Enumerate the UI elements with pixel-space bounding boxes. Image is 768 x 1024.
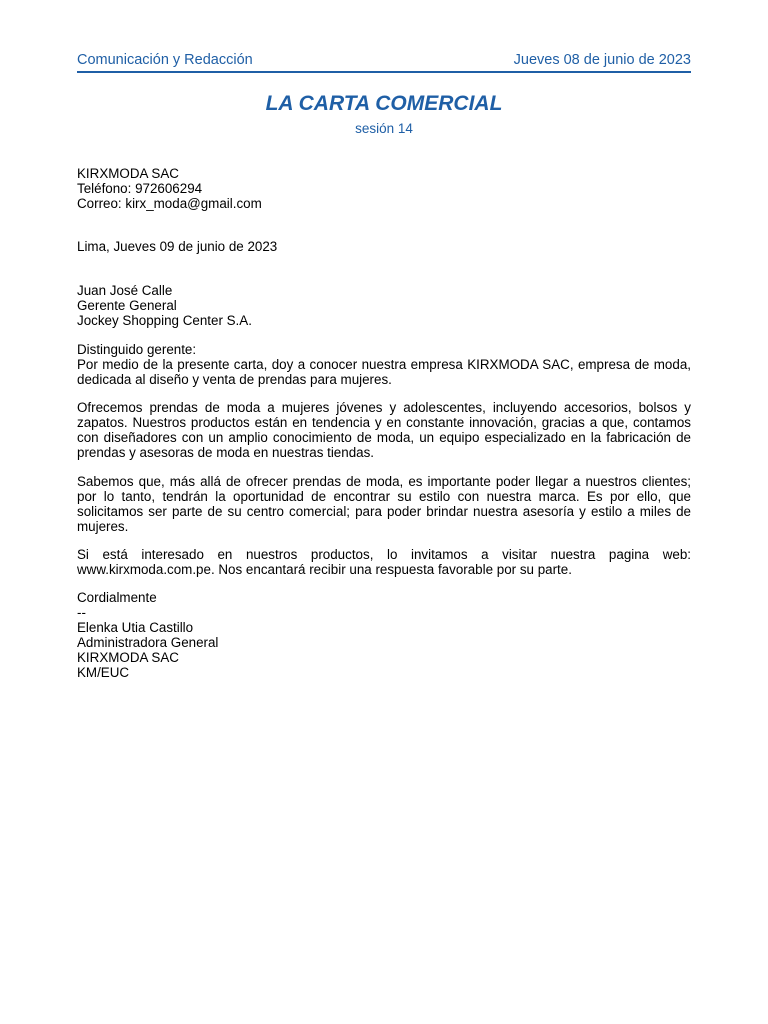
sender-block (77, 166, 691, 211)
salutation: Distinguido gerente: (77, 342, 197, 357)
header-course: Comunicación y Redacción (77, 52, 253, 68)
header-divider (77, 71, 691, 73)
sender-company: KIRXMODA SAC (77, 166, 179, 181)
sender-email: Correo: kirx_moda@gmail.com (77, 196, 262, 211)
document-subtitle: sesión 14 (355, 121, 413, 136)
signer-position: Administradora General (77, 635, 219, 650)
reference-initials: KM/EUC (77, 665, 130, 680)
recipient-name: Juan José Calle (77, 283, 173, 298)
body-paragraph-1: Por medio de la presente carta, doy a conocer nuestra empresa KIRXMODA SAC, empresa de moda, dedicada al diseño y venta de prendas para mujeres. (77, 357, 691, 387)
document-title: LA CARTA COMERCIAL (265, 92, 503, 115)
sender-phone: Teléfono: 972606294 (77, 181, 203, 196)
closing-block (77, 590, 691, 680)
body-paragraph-2: Ofrecemos prendas de moda a mujeres jóvenes y adolescentes, incluyendo accesorios, bolsos y zapatos. Nuestros productos están en tendencia y en constante innovación, gracias a que, contamos con diseñadores con un amplio conocimiento de moda, un equipo especializado en la fabricación de prendas y asesoras de moda en nuestras tiendas. (77, 400, 691, 460)
place-date-block (77, 239, 691, 254)
salutation-block (77, 342, 691, 357)
recipient-company: Jockey Shopping Center S.A. (77, 313, 252, 328)
place-date: Lima, Jueves 09 de junio de 2023 (77, 239, 278, 254)
closing-farewell: Cordialmente (77, 590, 157, 605)
closing-separator: -- (77, 605, 86, 620)
body-paragraph-4: Si está interesado en nuestros productos, lo invitamos a visitar nuestra pagina web: www.kirxmoda.com.pe. Nos encantará recibir una respuesta favorable por su parte. (77, 547, 691, 577)
signer-name: Elenka Utia Castillo (77, 620, 194, 635)
closing-company: KIRXMODA SAC (77, 650, 179, 665)
page-header (77, 52, 691, 72)
recipient-block (77, 283, 691, 328)
recipient-position: Gerente General (77, 298, 177, 313)
header-date: Jueves 08 de junio de 2023 (513, 52, 691, 68)
body-paragraph-3: Sabemos que, más allá de ofrecer prendas de moda, es importante poder llegar a nuestros clientes; por lo tanto, tendrán la oportunidad de encontrar su estilo con nuestra marca. Es por ello, que solicitamos ser parte de su centro comercial; para poder brindar nuestra asesoría y estilo a miles de mujeres. (77, 474, 691, 534)
